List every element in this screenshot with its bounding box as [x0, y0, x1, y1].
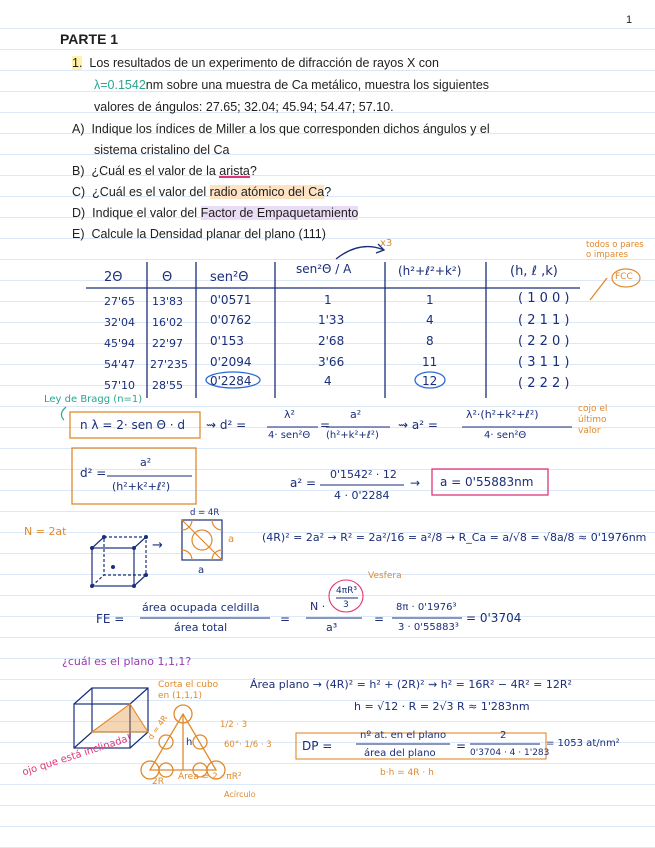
table-cell: 22'97 [152, 337, 184, 350]
problem-line-3: valores de ángulos: 27.65; 32.04; 45.94; 54.47; 57.10. [94, 100, 394, 114]
n-atoms-label: N = 2at [24, 525, 67, 538]
triangle-60: 60°· 1/6 · 3 [224, 740, 272, 750]
page-number: 1 [626, 14, 633, 26]
side-note: todos o pares o impares [586, 240, 644, 260]
fcc-label: FCC [615, 272, 633, 282]
triangle-half: 1/2 · 3 [220, 720, 248, 730]
table-header-theta: Θ [162, 270, 173, 285]
question-e: E) Calcule la Densidad planar del plano (111) [72, 227, 326, 241]
fe-n: N · [310, 600, 326, 613]
bragg-formula: n λ = 2· sen Θ · d [80, 418, 186, 432]
table-cell: 8 [426, 334, 434, 348]
dp-den2: 0'3704 · 4 · 1'283 [470, 748, 550, 758]
a2-frac-den: 4· sen²Θ [484, 430, 527, 441]
area-plane-line: Área plano → (4R)² = h² + (2R)² ⇝ h² = 16R² − 4R² = 12R² [250, 678, 572, 691]
question-a: A) Indique los índices de Miller a los que corresponden dichos ángulos y el [72, 122, 490, 136]
table-header-2theta: 2Θ [104, 270, 123, 285]
d2-box-num: a² [140, 456, 152, 469]
dp-label: DP = [302, 739, 333, 753]
d4r-label: d = 4R [190, 508, 220, 518]
lambda-value: λ=0.1542 [94, 78, 146, 92]
fe-den: área total [174, 621, 228, 634]
a-calc-num: 0'1542² · 12 [330, 468, 397, 481]
d2-box-den: (h²+k²+ℓ²) [112, 480, 171, 493]
table-header-sum: (h²+ℓ²+k²) [398, 264, 462, 278]
frac2-den: (h²+k²+ℓ²) [326, 430, 379, 441]
table-cell: 32'04 [104, 316, 136, 329]
a2-eq: ⇝ a² = [398, 418, 438, 432]
cut-note: Corta el cubo en (1,1,1) [158, 680, 219, 701]
dp-den: área del plano [364, 748, 436, 759]
fe-num3: 8π · 0'1976³ [396, 602, 457, 613]
bragg-label: Ley de Bragg (n=1) [44, 394, 143, 405]
triangle-d4r: d = 4R [146, 713, 170, 742]
h-line: h = √12 · R = 2√3 R ≈ 1'283nm [354, 700, 530, 713]
table-cell: ( 2 2 2 ) [518, 376, 570, 391]
table-header-sen2: sen²Θ [210, 270, 249, 285]
fe-result: = 0'3704 [466, 611, 522, 625]
frac1-den: 4· sen²Θ [268, 430, 311, 441]
sphere-den: 3 [343, 600, 349, 610]
triangle-area: Área = 2 · πR² [178, 772, 242, 782]
table-cell: 27'65 [104, 295, 136, 308]
cube-arrow: → [152, 538, 163, 553]
table-cell: 28'55 [152, 379, 184, 392]
table-cell: ( 3 1 1 ) [518, 355, 570, 370]
question-a-cont: sistema cristalino del Ca [94, 143, 230, 157]
dp-num2: 2 [500, 730, 507, 741]
notes-page: 1 PARTE 1 1. Los resultados de un experimento de difracción de rayos X con λ=0.1542nm sobre una muestra de Ca metálico, muestra los siguientes valores de ángulos: 27.65; 32.04; 45.94; 54.47; 57.10. A) Indique los índices de Miller a los que corresponden dichos ángulos y el sistema cristalino del Ca B) ¿Cuál es el valor de la arista? C) ¿Cuál es el valor del radio atómico del Ca? D) Indique el valor del Factor de Empaquetamiento E) Calcule la Densidad planar del plano (111) 2Θ Θ sen²Θ sen²Θ / A (h²+ℓ²+k²) (h, ℓ ,k) x3 todos o pares o impares FCC 27'65 13'83 0'0571 1 1 ( 1 0 0 ) 32'04 16'02 0'0762 1'33 4 ( 2 1 1 ) 45'94 22'97 0'153 2'68 8 ( 2 2 0 ) 54'47 27'235 0'2094 3'66 11 ( 3 1 1 ) 57'10 28'55 0'2284 4 12 ( 2 2 2 ) Ley de Bragg (n=1) n λ = 2· sen Θ · d ⇝ d² = λ² 4· sen²Θ = a² (h²+k²+ℓ²) ⇝ a² = λ²·(h²+k²+ℓ²) 4· sen²Θ cojo el último valor d² = a² (h²+k²+ℓ²) a² = 0'1542² · 12 4 · 0'2284 → a = 0'55883nm N = 2at → d = 4R a a (4R)² = 2a² → R² = 2a²/16 = a²/8 → R_Ca = a/√8 = √8a/8 ≈ 0'1976nm FE = área ocupada celdilla área total = N · 4πR³ 3 Vesfera a³ = 8π · 0'1976³ 3 · 0'55883³ = 0'3704 ¿cuál es el plano 1,1,1? Corta el cubo en (1,1,1) Área plano → (4R)² = h² + (2R)² ⇝ h² = 16R² − 4R² = 12R² h = √12 · R = 2√3 R ≈ 1'283nm ojo que está inclinada! d = 4R h 1/2 · 3 60°· 1/6 · 3 2R Área = 2 · πR² Acírculo DP = nº at. en el plano área del plano = 2 0'3704 · 4 · 1'283 = 1053 at/nm² b·h = 4R · h [0, 0, 655, 848]
table-cell: 13'83 [152, 295, 184, 308]
sphere-note: Vesfera [368, 571, 402, 581]
question-c: C) ¿Cuál es el valor del radio atómico del Ca? [72, 185, 332, 199]
a-side-label: a [228, 534, 235, 545]
table-cell: 1 [324, 293, 332, 307]
d2-box-lhs: d² = [80, 466, 107, 480]
plane-question: ¿cuál es el plano 1,1,1? [62, 655, 192, 668]
table-cell: ( 2 1 1 ) [518, 313, 570, 328]
table-header-ratio: sen²Θ / A [296, 262, 352, 276]
sphere-num: 4πR³ [336, 586, 358, 596]
question-b: B) ¿Cuál es el valor de la arista? [72, 164, 257, 178]
table-cell: 27'235 [150, 358, 189, 371]
a-result: a = 0'55883nm [440, 475, 534, 489]
table-cell: 11 [422, 355, 438, 369]
x3-note: x3 [380, 238, 393, 249]
triangle-2r: 2R [152, 777, 164, 787]
page-title: PARTE 1 [60, 31, 119, 47]
table-cell: 45'94 [104, 337, 136, 350]
table-header-hkl: (h, ℓ ,k) [510, 264, 558, 279]
table-cell: 1 [426, 293, 434, 307]
table-cell: 1'33 [318, 313, 345, 327]
fe-num: área ocupada celdilla [142, 601, 260, 614]
d2-eq: ⇝ d² = [206, 418, 247, 432]
question-d: D) Indique el valor del Factor de Empaquetamiento [72, 206, 359, 220]
table-cell: 12 [422, 374, 438, 388]
triangle-h: h [186, 737, 193, 748]
fe-den3: 3 · 0'55883³ [398, 622, 459, 633]
table-cell: 0'2284 [210, 374, 252, 388]
last-value-note: cojo el último valor [578, 404, 608, 436]
a2-frac-num: λ²·(h²+k²+ℓ²) [466, 408, 539, 421]
frac1-num: λ² [284, 408, 295, 421]
table-cell: 0'0571 [210, 293, 252, 307]
frac2-num: a² [350, 408, 362, 421]
table-cell: ( 1 0 0 ) [518, 291, 570, 306]
table-cell: 3'66 [318, 355, 345, 369]
table-cell: 0'2094 [210, 355, 252, 369]
a-calc-lhs: a² = [290, 476, 317, 490]
radius-equation: (4R)² = 2a² → R² = 2a²/16 = a²/8 → R_Ca = a/√8 = √8a/8 ≈ 0'1976nm [262, 531, 647, 544]
table-cell: 4 [324, 374, 332, 388]
problem-number: 1. [72, 56, 83, 70]
table-cell: 16'02 [152, 316, 184, 329]
table-cell: 57'10 [104, 379, 136, 392]
triangle-area-circle: Acírculo [224, 790, 256, 799]
fe-a3: a³ [326, 621, 338, 634]
a-bottom-label: a [198, 565, 205, 576]
table-cell: 0'153 [210, 334, 244, 348]
a-calc-den: 4 · 0'2284 [334, 489, 390, 502]
dp-num: nº at. en el plano [360, 730, 447, 741]
table-cell: ( 2 2 0 ) [518, 334, 570, 349]
table-cell: 54'47 [104, 358, 136, 371]
table-cell: 2'68 [318, 334, 345, 348]
table-cell: 4 [426, 313, 434, 327]
bh-note: b·h = 4R · h [380, 768, 434, 778]
table-cell: 0'0762 [210, 313, 252, 327]
fe-label: FE = [96, 612, 125, 626]
dp-result: = 1053 at/nm² [546, 738, 620, 749]
inclined-note: ojo que está inclinada! [21, 732, 133, 779]
problem-line-2: λ=0.1542nm sobre una muestra de Ca metálico, muestra los siguientes [94, 78, 490, 92]
problem-line-1: 1. Los resultados de un experimento de difracción de rayos X con [72, 56, 439, 70]
